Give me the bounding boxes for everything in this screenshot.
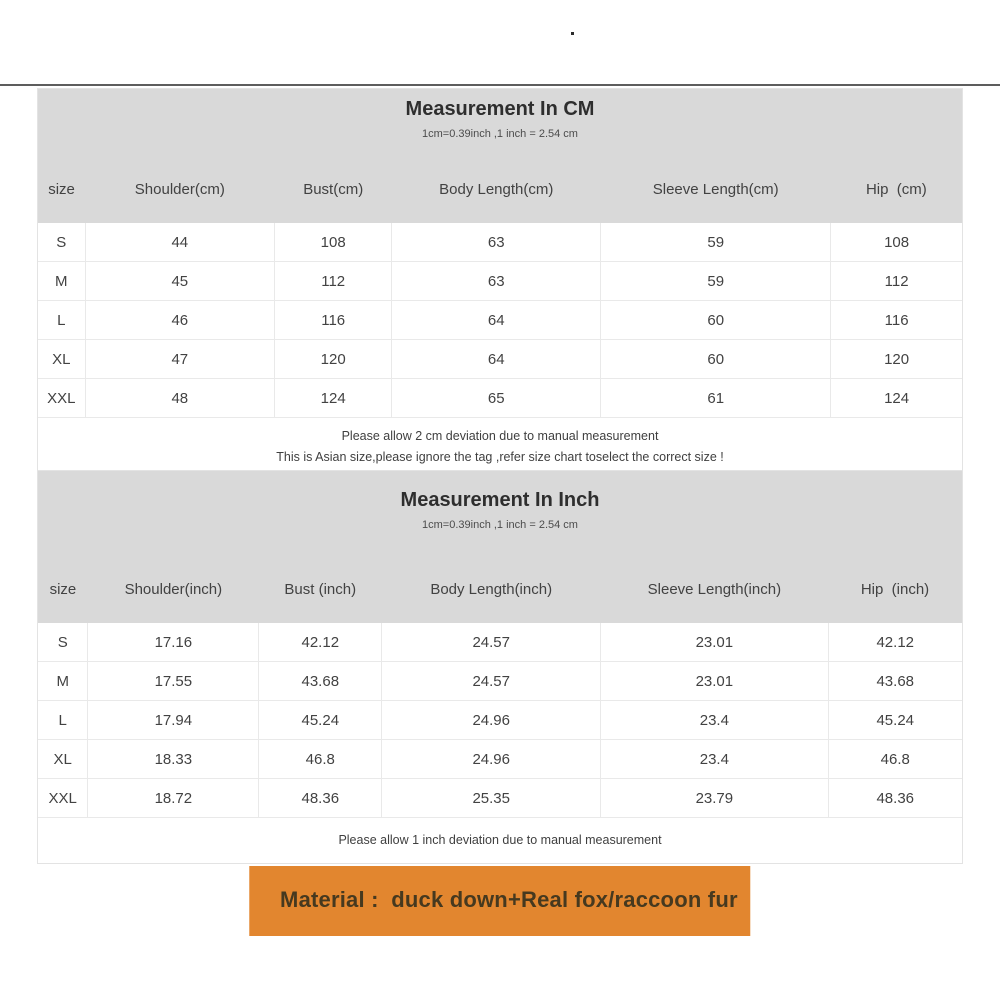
note-line: Please allow 1 inch deviation due to manual measurement bbox=[338, 833, 662, 847]
size-cell: M bbox=[38, 262, 85, 301]
value-cell: 63 bbox=[392, 223, 601, 262]
table-row bbox=[38, 340, 962, 379]
value-cell: 24.57 bbox=[382, 623, 601, 662]
size-cell: M bbox=[38, 662, 88, 701]
value-cell: 46.8 bbox=[828, 740, 962, 779]
value-cell: 48.36 bbox=[259, 779, 382, 818]
value-cell: 44 bbox=[85, 223, 274, 262]
note-line: This is Asian size,please ignore the tag ,refer size chart toselect the correct size ! bbox=[276, 450, 724, 464]
value-cell: 60 bbox=[601, 301, 831, 340]
size-cell: XL bbox=[38, 340, 85, 379]
inch-measurement-section bbox=[37, 470, 963, 864]
value-cell: 108 bbox=[275, 223, 392, 262]
value-cell: 45.24 bbox=[828, 701, 962, 740]
value-cell: 48.36 bbox=[828, 779, 962, 818]
value-cell: 45.24 bbox=[259, 701, 382, 740]
column-header: Bust(cm) bbox=[275, 156, 392, 223]
column-header: Hip (inch) bbox=[828, 556, 962, 623]
material-text: Material : duck down+Real fox/raccoon fur bbox=[280, 887, 738, 912]
inch-column-header-row bbox=[38, 556, 962, 623]
cm-column-header-row bbox=[38, 156, 962, 223]
size-cell: L bbox=[38, 701, 88, 740]
value-cell: 18.72 bbox=[88, 779, 259, 818]
column-header: Shoulder(cm) bbox=[85, 156, 274, 223]
value-cell: 24.96 bbox=[382, 740, 601, 779]
column-header: Body Length(cm) bbox=[392, 156, 601, 223]
value-cell: 59 bbox=[601, 262, 831, 301]
value-cell: 23.01 bbox=[601, 662, 828, 701]
cm-section-subtitle: 1cm=0.39inch ,1 inch = 2.54 cm bbox=[422, 128, 578, 140]
cm-section-title: Measurement In CM bbox=[405, 98, 595, 120]
column-header: size bbox=[38, 556, 88, 623]
value-cell: 25.35 bbox=[382, 779, 601, 818]
inch-size-table bbox=[38, 556, 962, 818]
cm-measurement-section bbox=[37, 88, 963, 478]
value-cell: 46 bbox=[85, 301, 274, 340]
cm-size-table bbox=[38, 156, 962, 418]
value-cell: 65 bbox=[392, 379, 601, 418]
value-cell: 46.8 bbox=[259, 740, 382, 779]
column-header: Shoulder(inch) bbox=[88, 556, 259, 623]
value-cell: 61 bbox=[601, 379, 831, 418]
inch-table-header-band bbox=[38, 471, 962, 556]
value-cell: 43.68 bbox=[828, 662, 962, 701]
inch-notes bbox=[38, 818, 962, 863]
value-cell: 17.94 bbox=[88, 701, 259, 740]
value-cell: 60 bbox=[601, 340, 831, 379]
value-cell: 59 bbox=[601, 223, 831, 262]
value-cell: 23.01 bbox=[601, 623, 828, 662]
top-divider bbox=[0, 84, 1000, 86]
column-header: Sleeve Length(inch) bbox=[601, 556, 828, 623]
inch-section-subtitle: 1cm=0.39inch ,1 inch = 2.54 cm bbox=[422, 519, 578, 531]
inch-section-title: Measurement In Inch bbox=[400, 489, 600, 511]
value-cell: 24.57 bbox=[382, 662, 601, 701]
value-cell: 108 bbox=[831, 223, 962, 262]
value-cell: 63 bbox=[392, 262, 601, 301]
table-row bbox=[38, 262, 962, 301]
value-cell: 42.12 bbox=[828, 623, 962, 662]
value-cell: 124 bbox=[275, 379, 392, 418]
size-cell: XXL bbox=[38, 779, 88, 818]
value-cell: 24.96 bbox=[382, 701, 601, 740]
value-cell: 116 bbox=[275, 301, 392, 340]
table-row bbox=[38, 623, 962, 662]
note-line: Please allow 2 cm deviation due to manual measurement bbox=[341, 429, 659, 443]
value-cell: 48 bbox=[85, 379, 274, 418]
value-cell: 112 bbox=[275, 262, 392, 301]
value-cell: 124 bbox=[831, 379, 962, 418]
value-cell: 120 bbox=[275, 340, 392, 379]
value-cell: 17.55 bbox=[88, 662, 259, 701]
value-cell: 116 bbox=[831, 301, 962, 340]
value-cell: 42.12 bbox=[259, 623, 382, 662]
size-cell: L bbox=[38, 301, 85, 340]
size-cell: XXL bbox=[38, 379, 85, 418]
column-header: Body Length(inch) bbox=[382, 556, 601, 623]
table-row bbox=[38, 662, 962, 701]
value-cell: 45 bbox=[85, 262, 274, 301]
size-cell: S bbox=[38, 623, 88, 662]
cm-table-header-band bbox=[38, 89, 962, 156]
value-cell: 47 bbox=[85, 340, 274, 379]
value-cell: 17.16 bbox=[88, 623, 259, 662]
column-header: size bbox=[38, 156, 85, 223]
value-cell: 64 bbox=[392, 301, 601, 340]
value-cell: 64 bbox=[392, 340, 601, 379]
table-row bbox=[38, 379, 962, 418]
value-cell: 23.79 bbox=[601, 779, 828, 818]
value-cell: 43.68 bbox=[259, 662, 382, 701]
table-row bbox=[38, 223, 962, 262]
column-header: Bust (inch) bbox=[259, 556, 382, 623]
column-header: Hip (cm) bbox=[831, 156, 962, 223]
table-row bbox=[38, 701, 962, 740]
value-cell: 23.4 bbox=[601, 701, 828, 740]
table-row bbox=[38, 779, 962, 818]
table-row bbox=[38, 740, 962, 779]
value-cell: 112 bbox=[831, 262, 962, 301]
size-cell: S bbox=[38, 223, 85, 262]
size-cell: XL bbox=[38, 740, 88, 779]
value-cell: 18.33 bbox=[88, 740, 259, 779]
table-row bbox=[38, 301, 962, 340]
value-cell: 23.4 bbox=[601, 740, 828, 779]
material-banner bbox=[249, 866, 750, 936]
artifact-dot bbox=[571, 32, 574, 35]
cm-notes bbox=[38, 418, 962, 477]
value-cell: 120 bbox=[831, 340, 962, 379]
column-header: Sleeve Length(cm) bbox=[601, 156, 831, 223]
